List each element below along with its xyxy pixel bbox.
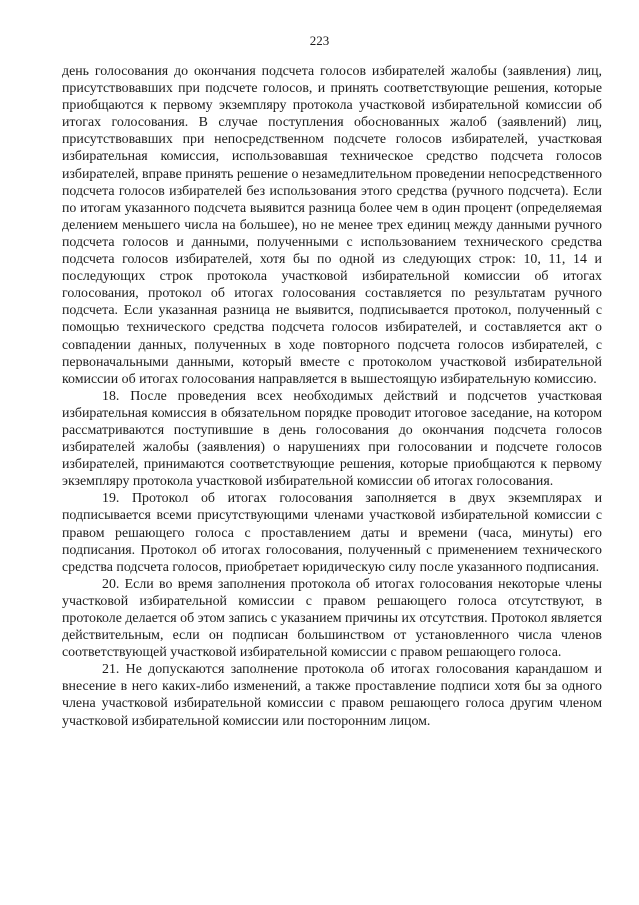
document-body — [62, 63, 602, 730]
paragraph-20: 20. Если во время заполнения протокола об итогах голосования некоторые члены участковой избирательной комиссии с правом решающего голоса отсутствуют, в протоколе делается об этом запись с указанием причины их отсутствия. Протокол является действительным, если он подписан большинством от установленного числа членов соответствующей участковой избирательной комиссии с правом решающего голоса. — [62, 576, 602, 661]
paragraph-21: 21. Не допускаются заполнение протокола об итогах голосования карандашом и внесение в него каких-либо изменений, а также проставление подписи хотя бы за одного члена участковой избирательной комиссии с правом решающего голоса другим членом участковой избирательной комиссии или посторонним лицом. — [62, 662, 602, 729]
page-number: 223 — [309, 33, 330, 48]
paragraph-continued: день голосования до окончания подсчета голосов избирателей жалобы (заявления) лиц, присутствовавших при подсчете голосов, и принять соответствующие решения, которые приобщаются к первому экземпляру протокола участковой избирательной комиссии об итогах голосования. В случае поступления обоснованных жалоб (заявлений) лиц, присутствовавших при непосредственном подсчете голосов избирателей, участковая избирательная комиссия, использовавшая техническое средство подсчета голосов избирателей, вправе принять решение о незамедлительном проведении непосредственного подсчета голосов избирателей без использования этого средства (ручного подсчета). Если по итогам указанного подсчета выявится разница более чем в один процент (определяемая делением меньшего числа на большее), но не менее трех единиц между данными ручного подсчета голосов и данными, полученными с использованием технического средства подсчета голосов избирателей, хотя бы по одной из следующих строк: 10, 11, 14 и последующих строк протокола участковой избирательной комиссии об итогах голосования, протокол об итогах голосования составляется по результатам ручного подсчета. Если указанная разница не выявится, подписывается протокол, полученный с помощью технического средства подсчета голосов избирателей, и составляется акт о совпадении данных, полученных в ходе повторного подсчета голосов избирателей, с первоначальными данными, который вместе с протоколом участковой избирательной комиссии об итогах голосования направляется в вышестоящую избирательную комиссию. — [62, 64, 602, 387]
paragraph-18: 18. После проведения всех необходимых действий и подсчетов участковая избирательная комиссия в обязательном порядке проводит итоговое заседание, на котором рассматриваются поступившие в день голосования до окончания подсчета голосов избирателей жалобы (заявления) о нарушениях при голосовании и подсчете голосов избирателей, принимаются соответствующие решения, которые приобщаются к первому экземпляру протокола участковой избирательной комиссии об итогах голосования. — [62, 388, 602, 490]
paragraph-19: 19. Протокол об итогах голосования заполняется в двух экземплярах и подписывается всеми присутствующими членами участковой избирательной комиссии с правом решающего голоса с проставлением даты и времени (часа, минуты) его подписания. Протокол об итогах голосования, полученный с применением технического средства подсчета голосов, приобретает юридическую силу после указанного подписания. — [62, 491, 602, 575]
